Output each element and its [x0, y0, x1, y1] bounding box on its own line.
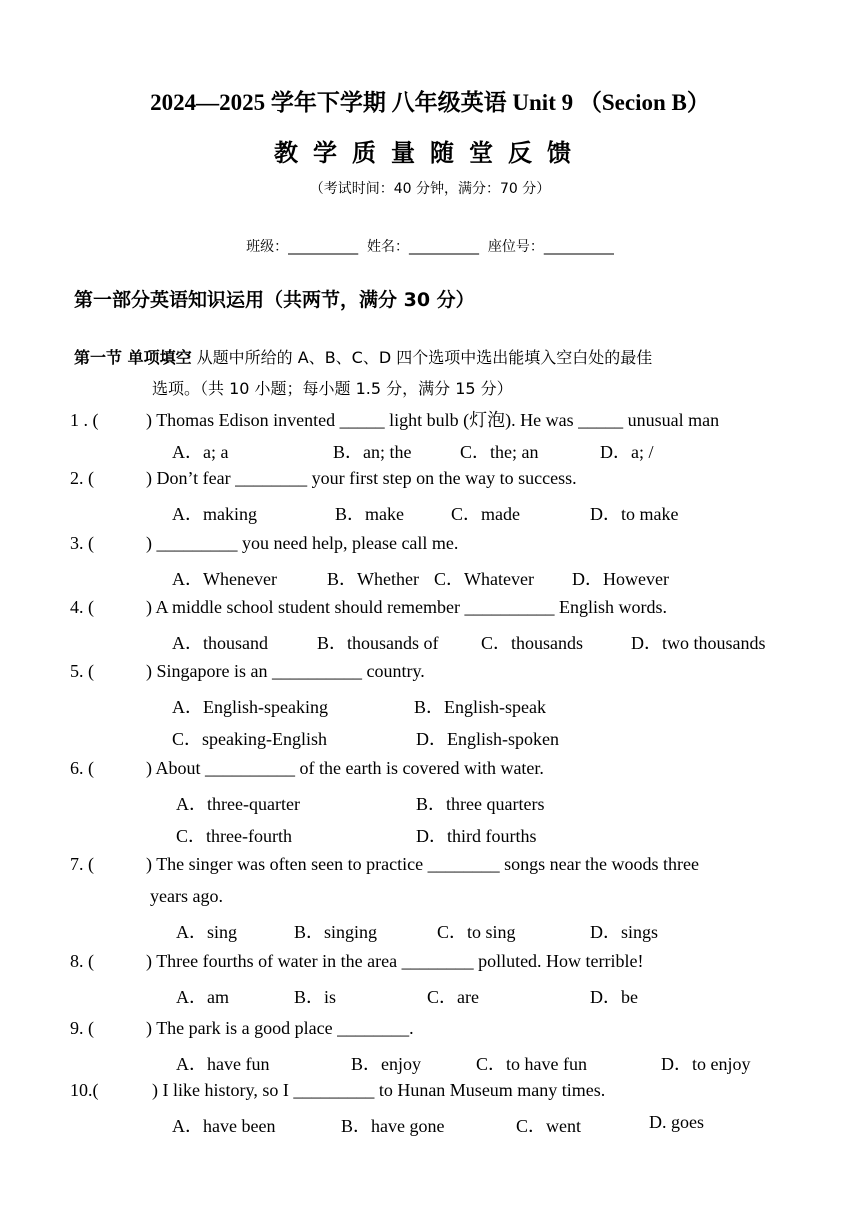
option-a: A．sing — [176, 922, 238, 942]
option-d: D．two thousands — [631, 633, 766, 653]
question-number: 2. ( — [70, 468, 94, 488]
question-number: 6. ( — [70, 758, 94, 778]
question-paren-close: ) — [146, 1018, 152, 1038]
question-stem: _________ you need help, please call me. — [156, 533, 459, 553]
question-stem: Don’t fear ________ your first step on the way to success. — [156, 468, 577, 488]
option-c: C．to have fun — [476, 1054, 587, 1074]
question-stem: Three fourths of water in the area ________ polluted. How terrible! — [156, 951, 644, 971]
option-c: C．made — [451, 504, 520, 524]
question-number: 5. ( — [70, 661, 94, 681]
option-c: C．to sing — [437, 922, 516, 942]
option-d: D．third fourths — [416, 826, 537, 846]
question-paren-close: ) — [146, 758, 152, 778]
question-4 — [70, 597, 667, 618]
question-number: 7. ( — [70, 854, 94, 874]
option-b: B．is — [294, 987, 337, 1007]
option-a: A．Whenever — [172, 569, 277, 589]
question-1 — [70, 406, 719, 432]
option-a: A．have been — [172, 1116, 276, 1136]
option-a: A．English-speaking — [172, 697, 328, 717]
exam-title: 2024—2025 学年下学期 八年级英语 Unit 9 （Secion B） — [150, 90, 710, 115]
option-c: C．speaking-English — [172, 729, 327, 749]
option-b: B．Whether — [327, 569, 419, 589]
option-c: C．the; an — [460, 442, 539, 462]
question-7-stem-continued: years ago. — [150, 886, 223, 906]
option-c: C．went — [516, 1116, 581, 1136]
exam-info: （考试时间：40 分钟，满分：70 分） — [309, 181, 551, 197]
option-b: B．singing — [294, 922, 378, 942]
question-3 — [70, 533, 458, 554]
option-b: B．make — [335, 504, 404, 524]
option-a: A．three-quarter — [176, 794, 300, 814]
question-10 — [70, 1080, 605, 1101]
question-stem: The singer was often seen to practice ________ songs near the woods three — [156, 854, 700, 874]
question-number: 10.( — [70, 1080, 99, 1100]
question-paren-close: ) — [146, 533, 152, 553]
section-instruction-line2: 选项。（共 10 小题；每小题 1.5 分，满分 15 分） — [152, 379, 513, 398]
question-7 — [70, 854, 699, 875]
question-stem: The park is a good place ________. — [156, 1018, 414, 1038]
option-c: C．thousands — [481, 633, 584, 653]
option-d: D．be — [590, 987, 638, 1007]
question-paren-close: ) — [146, 410, 152, 430]
question-number: 1 . ( — [70, 410, 99, 430]
section-one-heading — [74, 342, 794, 404]
section-title: 第一节 单项填空 — [74, 348, 192, 367]
question-2 — [70, 468, 577, 489]
option-d: D. goes — [649, 1112, 704, 1132]
question-stem: I like history, so I _________ to Hunan Museum many times. — [162, 1080, 606, 1100]
exam-subtitle: 教学质量随堂反馈 — [274, 139, 586, 167]
option-b: B．three quarters — [416, 794, 545, 814]
question-5 — [70, 661, 425, 682]
option-a: A．thousand — [172, 633, 268, 653]
option-d: D．a; / — [600, 442, 654, 462]
question-paren-close: ) — [152, 1080, 158, 1100]
option-a: A．have fun — [176, 1054, 270, 1074]
question-6 — [70, 758, 544, 779]
section-instruction-line1: 从题中所给的 A、B、C、D 四个选项中选出能填入空白处的最佳 — [191, 348, 653, 367]
option-b: B．English-speak — [414, 697, 546, 717]
question-number: 9. ( — [70, 1018, 94, 1038]
option-a: A．am — [176, 987, 229, 1007]
option-a: A．a; a — [172, 442, 229, 462]
option-b: B．have gone — [341, 1116, 445, 1136]
question-stem: About __________ of the earth is covered with water. — [155, 758, 544, 778]
part-one-heading: 第一部分英语知识运用（共两节，满分 30 分） — [74, 289, 475, 311]
question-number: 8. ( — [70, 951, 94, 971]
option-d: D．However — [572, 569, 669, 589]
question-paren-close: ) — [146, 854, 152, 874]
student-info-fields: 班级：__________ 姓名：__________ 座位号：__________ — [246, 239, 614, 255]
question-paren-close: ) — [146, 661, 152, 681]
question-stem: A middle school student should remember __________ English words. — [155, 597, 667, 617]
option-c: C．three-fourth — [176, 826, 292, 846]
question-paren-close: ) — [146, 597, 152, 617]
option-d: D．to enjoy — [661, 1054, 751, 1074]
question-paren-close: ) — [146, 468, 152, 488]
question-stem: Thomas Edison invented _____ light bulb (灯泡). He was _____ unusual man — [156, 410, 720, 430]
option-b: B．an; the — [333, 442, 412, 462]
option-d: D．sings — [590, 922, 659, 942]
question-9 — [70, 1018, 414, 1039]
question-number: 4. ( — [70, 597, 94, 617]
question-number: 3. ( — [70, 533, 94, 553]
question-paren-close: ) — [146, 951, 152, 971]
option-a: A．making — [172, 504, 257, 524]
option-d: D．to make — [590, 504, 679, 524]
option-c: C．Whatever — [434, 569, 534, 589]
option-c: C．are — [427, 987, 479, 1007]
question-stem: Singapore is an __________ country. — [156, 661, 425, 681]
option-b: B．enjoy — [351, 1054, 421, 1074]
option-d: D．English-spoken — [416, 729, 559, 749]
option-b: B．thousands of — [317, 633, 439, 653]
question-8 — [70, 951, 644, 972]
